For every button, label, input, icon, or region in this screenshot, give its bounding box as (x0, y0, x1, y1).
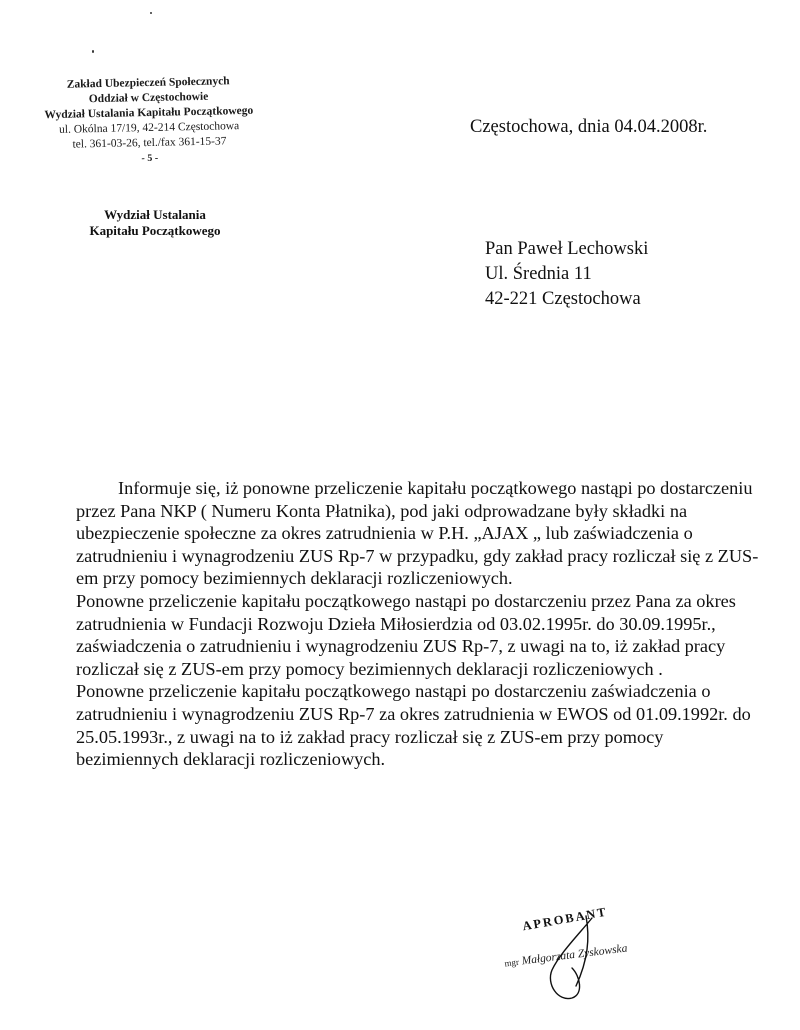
department-stamp (60, 207, 250, 239)
recipient-address (485, 237, 648, 312)
recipient-city: 42-221 Częstochowa (485, 289, 641, 309)
body-paragraph-2: Ponowne przeliczenie kapitału początkowego nastąpi po dostarczeniu przez Pana za okres zatrudnienia w Fundacji Rozwoju Dzieła Miłosierdzia od 03.02.1995r. do 30.09.1995r., zaświadczenia o zatrudnieniu i wynagrodzeniu ZUS Rp-7, z uwagi na to, iż zakład pracy rozliczał się z ZUS-em przy pomocy bezimiennych deklaracji rozliczeniowych . (76, 590, 736, 679)
scan-speck (150, 12, 152, 14)
approval-name: Małgorzata Zyskowska (520, 942, 629, 968)
approval-stamp-word: APROBANT (521, 904, 609, 934)
recipient-street: Ul. Średnia 11 (485, 264, 592, 284)
stamp-line-phone: tel. 361-03-26, tel./fax 361-15-37 (72, 135, 227, 151)
stamp-line-department: Wydział Ustalania Kapitału Początkowego (44, 104, 254, 122)
institution-stamp (17, 73, 281, 168)
recipient-name: Pan Paweł Lechowski (485, 239, 649, 259)
department-line-2: Kapitału Początkowego (89, 223, 221, 238)
stamp-line-institution: Zakład Ubezpieczeń Społecznych (66, 75, 230, 91)
approval-title: mgr (503, 956, 520, 969)
letter-body (76, 477, 766, 771)
stamp-line-address: ul. Okólna 17/19, 42-214 Częstochowa (58, 120, 240, 136)
approval-stamp (500, 898, 690, 1008)
department-line-1: Wydział Ustalania (104, 207, 206, 222)
handwritten-signature-icon (500, 898, 690, 1008)
scan-speck (92, 50, 94, 53)
stamp-line-number: - 5 - (141, 152, 159, 165)
stamp-line-branch: Oddział w Częstochowie (88, 90, 209, 106)
body-paragraph-3: Ponowne przeliczenie kapitału początkowego nastąpi po dostarczeniu zaświadczenia o zatrudnieniu i wynagrodzeniu ZUS Rp-7 za okres zatrudnienia w EWOS od 01.09.1992r. do 25.05.1993r., z uwagi na to iż zakład pracy rozliczał się z ZUS-em przy pomocy bezimiennych deklaracji rozliczeniowych. (76, 681, 751, 770)
body-paragraph-1: Informuje się, iż ponowne przeliczenie kapitału początkowego nastąpi po dostarczeniu przez Pana NKP ( Numeru Konta Płatnika), pod jaki odprowadzane były składki na ubezpieczenie społeczne za okres zatrudnienia w P.H. „AJAX „ lub zaświadczenia o zatrudnieniu i wynagrodzeniu ZUS Rp-7 w przypadku, gdy zakład pracy rozliczał się z ZUS-em przy pomocy bezimiennych deklaracji rozliczeniowych. (76, 478, 759, 589)
date-line: Częstochowa, dnia 04.04.2008r. (470, 117, 708, 137)
